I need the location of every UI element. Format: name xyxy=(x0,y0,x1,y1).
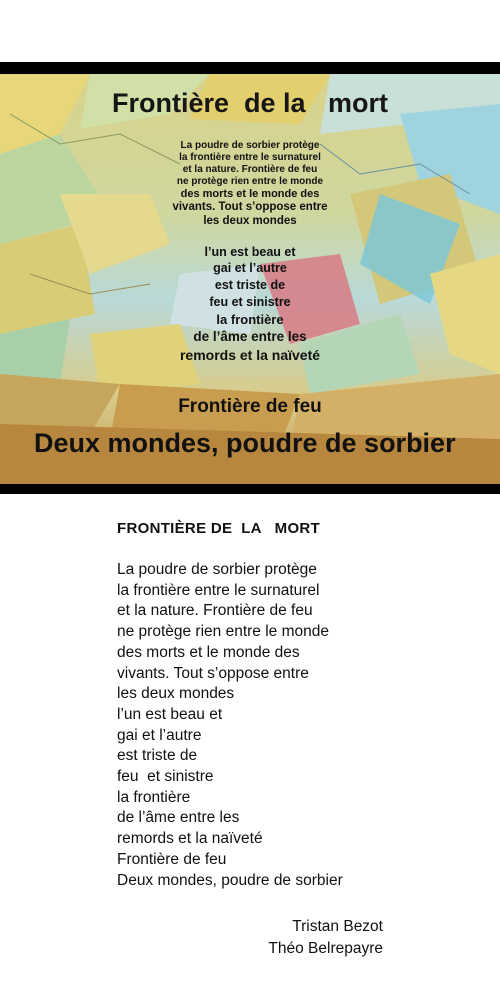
author-name: Tristan Bezot xyxy=(292,918,383,935)
authors xyxy=(268,916,383,960)
poster-line: feu et sinistre xyxy=(209,295,291,309)
poem-line: l’un est beau et xyxy=(117,705,223,723)
poem-line: les deux mondes xyxy=(117,685,235,703)
poster-subtitle: Frontière de feu xyxy=(178,396,322,417)
poem-line: de l’âme entre les xyxy=(117,809,240,827)
poster-closing: Deux mondes, poudre de sorbier xyxy=(34,428,456,458)
poem-line: feu et sinistre xyxy=(117,768,214,786)
poem-line: la frontière xyxy=(117,788,191,806)
poster-line: vivants. Tout s’oppose entre xyxy=(172,201,328,214)
poem-line: la frontière entre le surnaturel xyxy=(117,581,320,599)
poster-line: des morts et le monde des xyxy=(180,188,320,200)
poster-title: Frontière de la mort xyxy=(111,88,389,118)
poem-line: est triste de xyxy=(117,747,198,765)
poem-line: et la nature. Frontière de feu xyxy=(117,602,313,620)
poem-line: La poudre de sorbier protège xyxy=(117,561,317,578)
poster-line: est triste de xyxy=(214,278,286,292)
poster-line: l’un est beau et xyxy=(204,245,296,259)
poster-banner xyxy=(0,62,500,494)
poem-line: remords et la naïveté xyxy=(117,830,263,848)
poster-line: la frontière xyxy=(216,312,284,327)
poster-line: et la nature. Frontière de feu xyxy=(182,164,318,175)
poem-line: Frontière de feu xyxy=(117,850,227,868)
poem-title: FRONTIÈRE DE LA MORT xyxy=(117,520,321,537)
poster-line: gai et l’autre xyxy=(213,261,287,275)
poster-line: de l’âme entre les xyxy=(193,329,307,344)
poster-line: la frontière entre le surnaturel xyxy=(179,152,321,163)
poem-line: Deux mondes, poudre de sorbier xyxy=(117,871,343,889)
author-name: Théo Belrepayre xyxy=(268,940,383,957)
poem-line: des morts et le monde des xyxy=(117,643,300,661)
poem-line: gai et l’autre xyxy=(117,726,202,744)
poem-line: ne protège rien entre le monde xyxy=(117,623,329,641)
poster-poem-small xyxy=(0,140,500,229)
poster-line: les deux mondes xyxy=(203,214,297,227)
poster-line: La poudre de sorbier protège xyxy=(180,140,320,151)
poem-text xyxy=(117,520,477,891)
poem-line: vivants. Tout s’oppose entre xyxy=(117,664,309,682)
poster-line: ne protège rien entre le monde xyxy=(176,176,324,187)
poster-line: remords et la naïveté xyxy=(179,347,321,363)
map-collage xyxy=(0,74,500,484)
